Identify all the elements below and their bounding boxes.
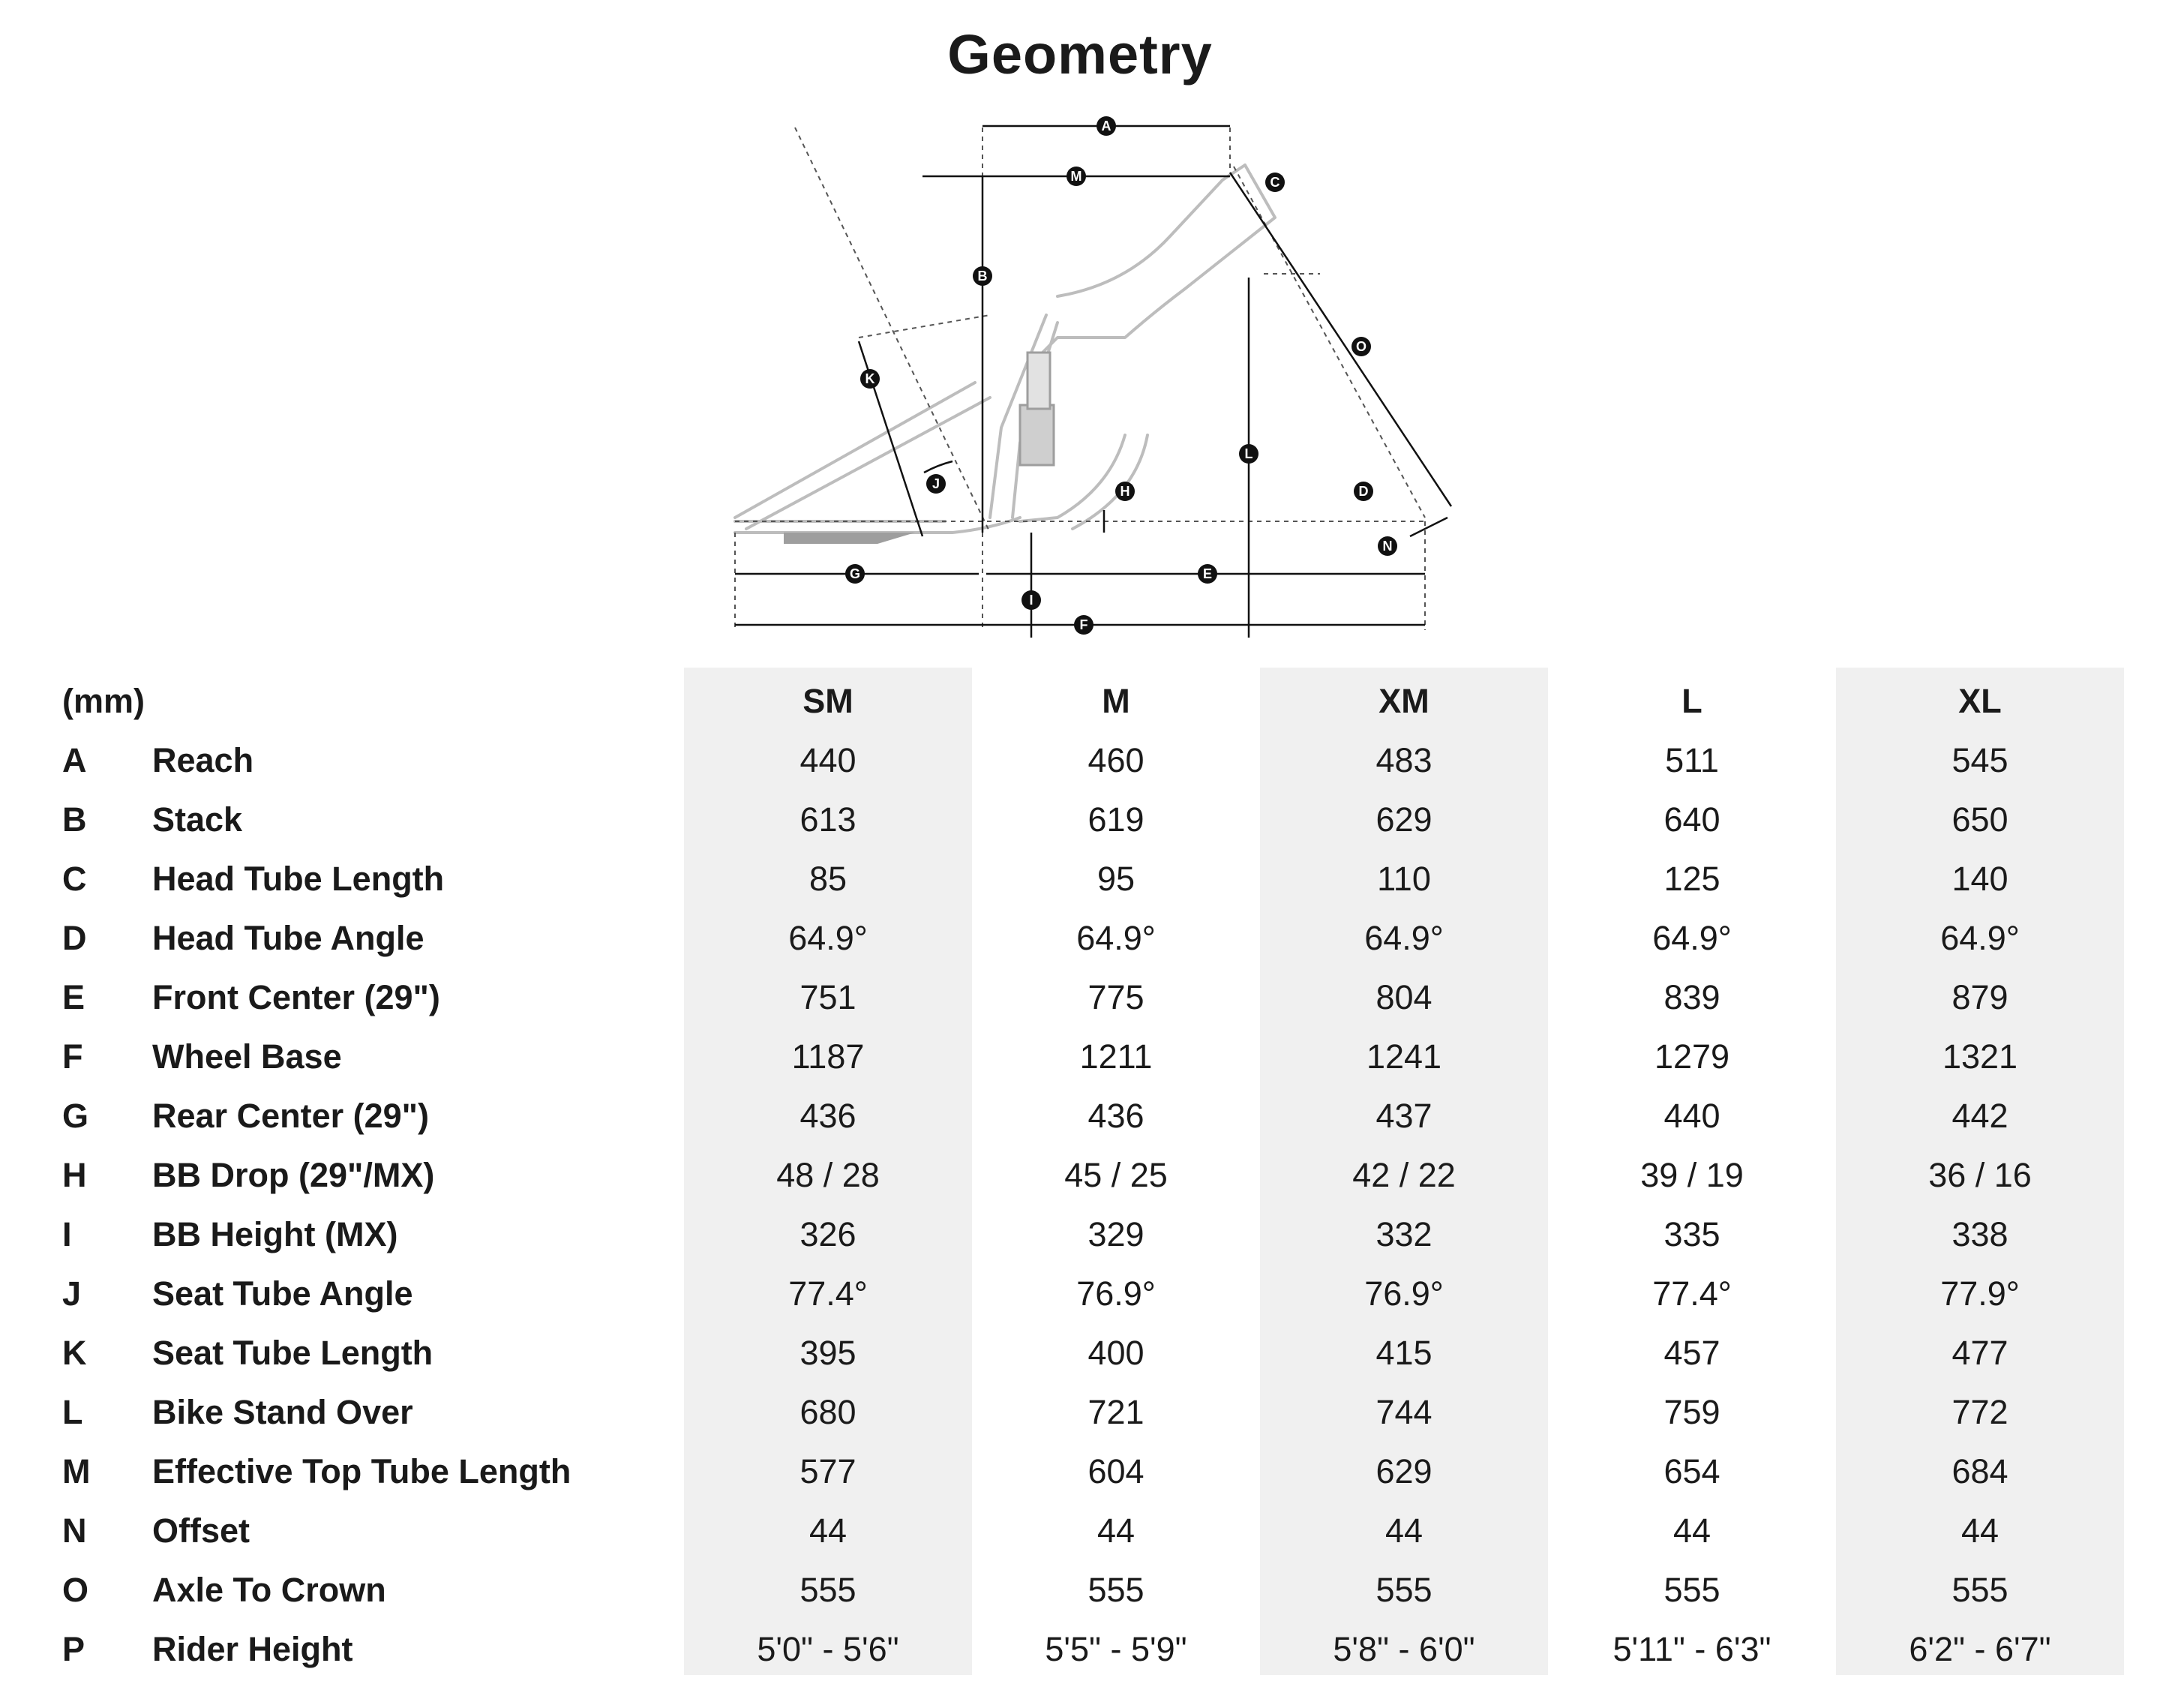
value-cell: 42 / 22 [1352,1156,1456,1194]
value-cell: 64.9° [1940,919,2020,957]
value-cell: 5'11" - 6'3" [1612,1630,1772,1668]
row-letter: I [62,1215,72,1253]
value-cell: 77.4° [788,1274,868,1313]
value-cell: 775 [1088,978,1144,1016]
value-cell: 44 [1384,1511,1424,1550]
marker-n [1378,536,1397,556]
row-letter: D [62,919,87,957]
row-label: Wheel Base [152,1037,342,1076]
row-label: Front Center (29") [152,978,440,1016]
marker-f [1074,615,1094,635]
value-cell: 650 [1952,800,2008,839]
marker-b [973,266,992,286]
bike-frame-drawing [705,113,1470,645]
value-cell: 759 [1664,1393,1720,1431]
value-cell: 76.9° [1076,1274,1156,1313]
size-header: M [1102,682,1130,720]
marker-k [860,369,880,389]
value-cell: 555 [1952,1571,2008,1609]
size-header: L [1682,682,1702,720]
value-cell: 460 [1088,741,1144,779]
svg-text:C: C [1270,175,1280,190]
marker-h [1115,482,1135,501]
value-cell: 45 / 25 [1064,1156,1168,1194]
row-label: Stack [152,800,243,839]
value-cell: 64.9° [788,919,868,957]
svg-text:M: M [1070,169,1082,184]
value-cell: 335 [1664,1215,1720,1253]
svg-text:H: H [1120,484,1130,499]
value-cell: 1187 [791,1037,865,1076]
value-cell: 44 [1096,1511,1136,1550]
value-cell: 555 [1088,1571,1144,1609]
value-cell: 77.9° [1940,1274,2020,1313]
value-cell: 5'8" - 6'0" [1333,1630,1475,1668]
svg-text:J: J [932,476,940,491]
marker-c [1265,173,1285,192]
value-cell: 5'0" - 5'6" [757,1630,899,1668]
value-cell: 44 [808,1511,848,1550]
svg-text:A: A [1101,119,1112,134]
row-label: BB Height (MX) [152,1215,398,1253]
row-letter: P [62,1630,86,1668]
row-letter: A [62,741,87,779]
value-cell: 440 [800,741,856,779]
value-cell: 85 [808,860,848,898]
value-cell: 415 [1376,1334,1432,1372]
value-cell: 839 [1664,978,1720,1016]
value-cell: 684 [1952,1452,2008,1490]
value-cell: 110 [1377,860,1431,898]
marker-e [1198,564,1217,584]
page-title: Geometry [947,23,1213,86]
value-cell: 511 [1665,741,1719,779]
row-label: Head Tube Angle [152,919,424,957]
value-cell: 751 [800,978,856,1016]
size-header: XL [1958,682,2002,720]
row-label: Head Tube Length [152,860,445,898]
unit-label: (mm) [62,682,145,720]
row-label: Rider Height [152,1630,353,1668]
value-cell: 1211 [1079,1037,1153,1076]
value-cell: 555 [1376,1571,1432,1609]
row-label: Rear Center (29") [152,1097,429,1135]
value-cell: 483 [1376,741,1432,779]
value-cell: 629 [1376,1452,1432,1490]
value-cell: 772 [1952,1393,2008,1431]
value-cell: 5'5" - 5'9" [1045,1630,1187,1668]
value-cell: 457 [1664,1334,1720,1372]
value-cell: 629 [1376,800,1432,839]
value-cell: 36 / 16 [1928,1156,2032,1194]
row-letter: L [62,1393,83,1431]
value-cell: 400 [1088,1334,1144,1372]
marker-a [1096,116,1116,136]
svg-text:G: G [849,566,861,581]
value-cell: 6'2" - 6'7" [1909,1630,2051,1668]
marker-m [1066,167,1086,186]
value-cell: 44 [1672,1511,1712,1550]
value-cell: 39 / 19 [1640,1156,1744,1194]
row-label: BB Drop (29"/MX) [152,1156,435,1194]
svg-text:E: E [1202,566,1213,581]
value-cell: 1321 [1942,1037,2018,1076]
svg-text:K: K [865,371,875,386]
value-cell: 1279 [1654,1037,1730,1076]
value-cell: 338 [1952,1215,2008,1253]
value-cell: 744 [1376,1393,1432,1431]
svg-text:N: N [1382,539,1393,554]
row-letter: K [62,1334,87,1372]
row-label: Seat Tube Angle [152,1274,413,1313]
row-letter: F [62,1037,83,1076]
svg-text:F: F [1079,617,1088,632]
value-cell: 64.9° [1076,919,1156,957]
value-cell: 604 [1088,1452,1144,1490]
marker-i [1022,590,1041,610]
row-letter: H [62,1156,87,1194]
row-label: Seat Tube Length [152,1334,434,1372]
value-cell: 1241 [1366,1037,1442,1076]
value-cell: 76.9° [1364,1274,1444,1313]
value-cell: 64.9° [1364,919,1444,957]
value-cell: 440 [1664,1097,1720,1135]
value-cell: 332 [1376,1215,1432,1253]
svg-text:D: D [1358,484,1369,499]
row-label: Reach [152,741,254,779]
value-cell: 326 [800,1215,856,1253]
row-letter: G [62,1097,89,1135]
svg-text:L: L [1244,446,1253,461]
row-letter: O [62,1571,89,1609]
value-cell: 879 [1952,978,2008,1016]
row-label: Offset [152,1511,250,1550]
value-cell: 436 [800,1097,856,1135]
value-cell: 555 [1664,1571,1720,1609]
value-cell: 95 [1096,860,1136,898]
marker-j [926,474,946,494]
value-cell: 555 [800,1571,856,1609]
row-letter: J [62,1274,82,1313]
value-cell: 436 [1088,1097,1144,1135]
value-cell: 613 [800,800,856,839]
value-cell: 680 [800,1393,856,1431]
value-cell: 437 [1376,1097,1432,1135]
svg-text:O: O [1355,339,1367,354]
marker-g [845,564,865,584]
value-cell: 804 [1376,978,1432,1016]
svg-text:B: B [977,269,988,284]
row-letter: M [62,1452,91,1490]
size-header: XM [1378,682,1430,720]
value-cell: 442 [1952,1097,2008,1135]
value-cell: 640 [1664,800,1720,839]
value-cell: 329 [1088,1215,1144,1253]
value-cell: 721 [1088,1393,1144,1431]
row-label: Bike Stand Over [152,1393,413,1431]
value-cell: 654 [1664,1452,1720,1490]
value-cell: 48 / 28 [776,1156,880,1194]
row-letter: C [62,860,87,898]
row-letter: B [62,800,87,839]
size-header: SM [802,682,854,720]
value-cell: 619 [1088,800,1144,839]
svg-text:I: I [1029,593,1034,608]
value-cell: 44 [1960,1511,2000,1550]
geometry-diagram [705,113,1470,645]
row-letter: E [62,978,86,1016]
value-cell: 395 [800,1334,856,1372]
marker-d [1354,482,1373,501]
value-cell: 77.4° [1652,1274,1732,1313]
value-cell: 125 [1664,860,1720,898]
marker-l [1239,444,1258,464]
row-label: Effective Top Tube Length [152,1452,572,1490]
value-cell: 140 [1952,860,2008,898]
value-cell: 545 [1952,741,2008,779]
row-label: Axle To Crown [152,1571,386,1609]
marker-o [1352,337,1371,356]
row-letter: N [62,1511,87,1550]
value-cell: 577 [800,1452,856,1490]
value-cell: 477 [1952,1334,2008,1372]
value-cell: 64.9° [1652,919,1732,957]
